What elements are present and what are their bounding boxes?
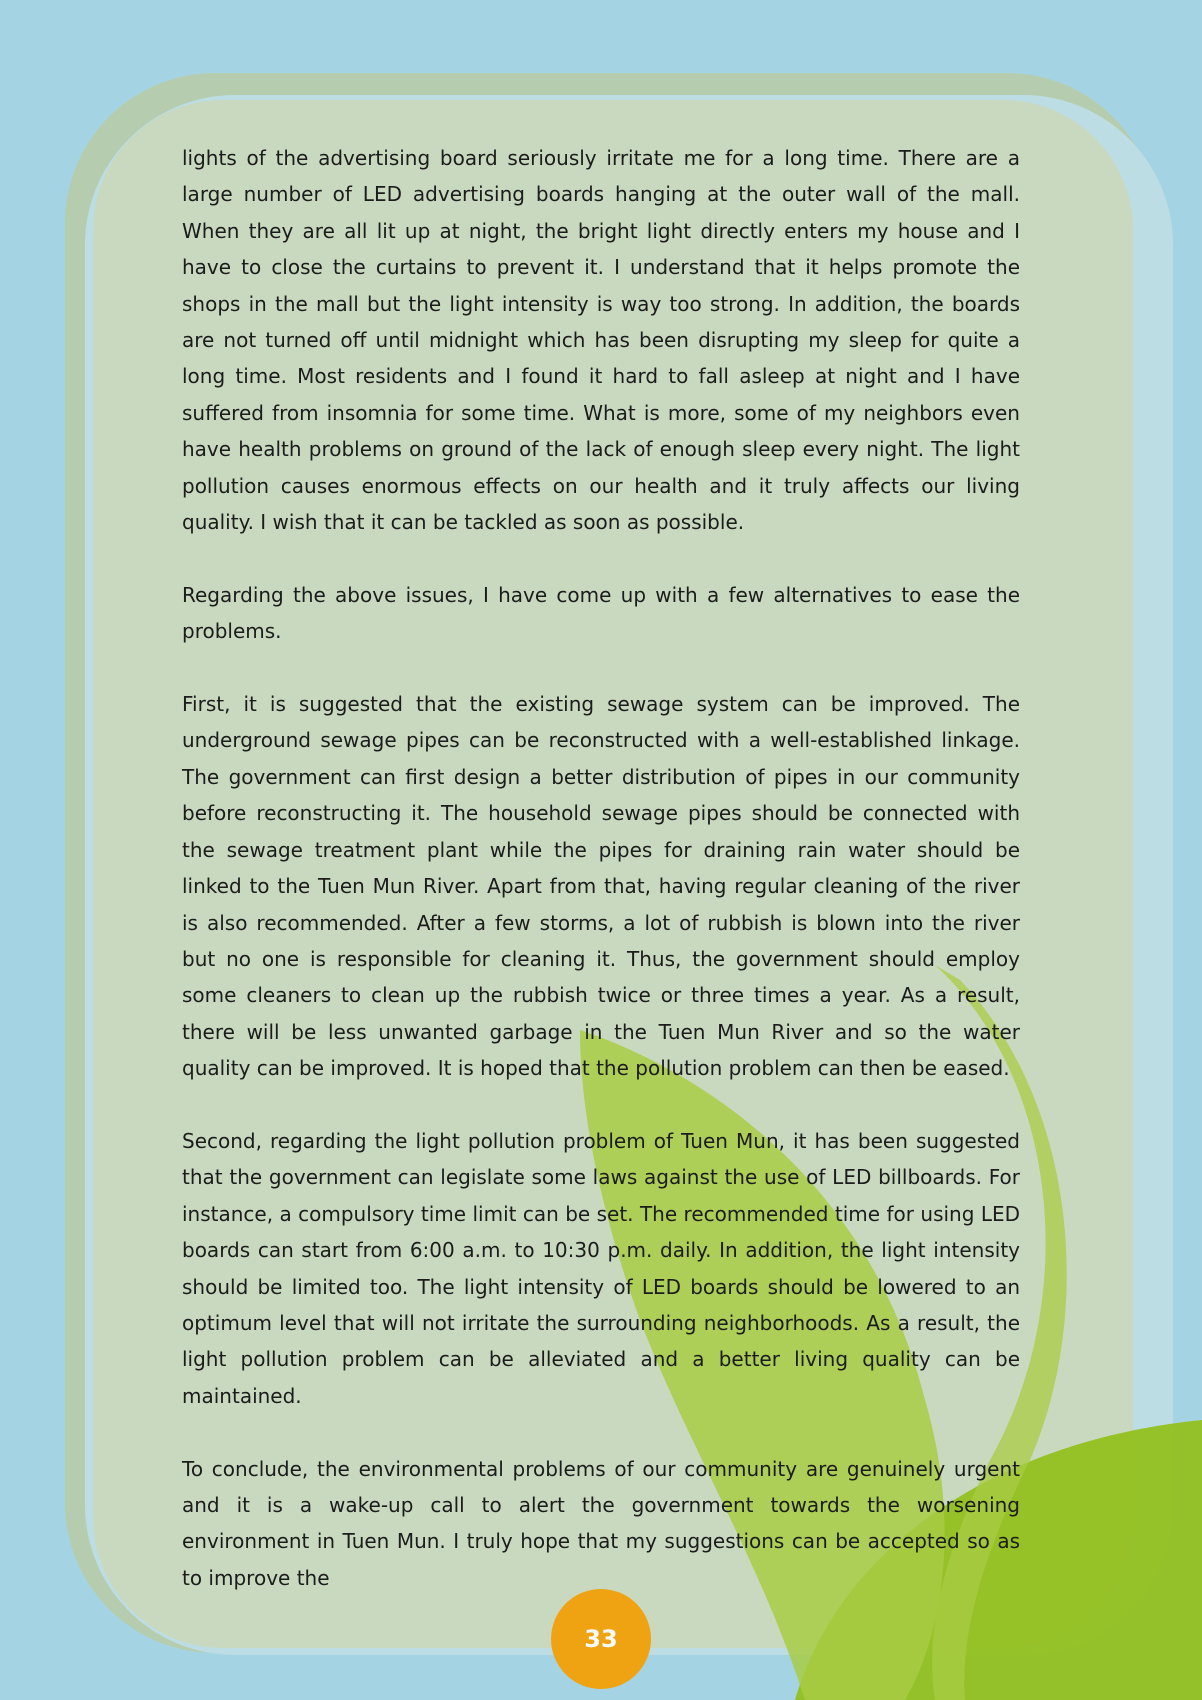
page-number: 33 <box>584 1625 618 1653</box>
page-number-badge <box>551 1589 651 1689</box>
paragraph-light-complaint: lights of the advertising board seriously irritate me for a long time. There are a large number of LED advertising boards hanging at the outer wall of the mall. When they are all lit up at night, the bright light directly enters my house and I have to close the curtains to prevent it. I understand that it helps promote the shops in the mall but the light intensity is way too strong. In addition, the boards are not turned off until midnight which has been disrupting my sleep for quite a long time. Most residents and I found it hard to fall asleep at night and I have suffered from insomnia for some time. What is more, some of my neighbors even have health problems on ground of the lack of enough sleep every night. The light pollution causes enormous effects on our health and it truly affects our living quality. I wish that it can be tackled as soon as possible. <box>182 146 1020 535</box>
paragraph-light-suggestion: Second, regarding the light pollution problem of Tuen Mun, it has been suggested that the government can legislate some laws against the use of LED billboards. For instance, a compulsory time limit can be set. The recommended time for using LED boards can start from 6:00 a.m. to 10:30 p.m. daily. In addition, the light intensity should be limited too. The light intensity of LED boards should be lowered to an optimum level that will not irritate the surrounding neighborhoods. As a result, the light pollution problem can be alleviated and a better living quality can be maintained. <box>182 1128 1020 1408</box>
paragraph-alternatives-intro: Regarding the above issues, I have come up with a few alternatives to ease the problems. <box>182 582 1020 644</box>
paragraph-conclusion: To conclude, the environmental problems of our community are genuinely urgent and it is a wake-up call to alert the government towards the worsening environment in Tuen Mun. I truly hope that my suggestions can be accepted so as to improve the <box>182 1456 1020 1590</box>
letter-body <box>182 140 1020 1633</box>
paragraph-sewage-suggestion: First, it is suggested that the existing sewage system can be improved. The underground sewage pipes can be reconstructed with a well-established linkage. The government can first design a better distribution of pipes in our community before reconstructing it. The household sewage pipes should be connected with the sewage treatment plant while the pipes for draining rain water should be linked to the Tuen Mun River. Apart from that, having regular cleaning of the river is also recommended. After a few storms, a lot of rubbish is blown into the river but no one is responsible for cleaning it. Thus, the government should employ some cleaners to clean up the rubbish twice or three times a year. As a result, there will be less unwanted garbage in the Tuen Mun River and so the water quality can be improved. It is hoped that the pollution problem can then be eased. <box>182 692 1020 1081</box>
